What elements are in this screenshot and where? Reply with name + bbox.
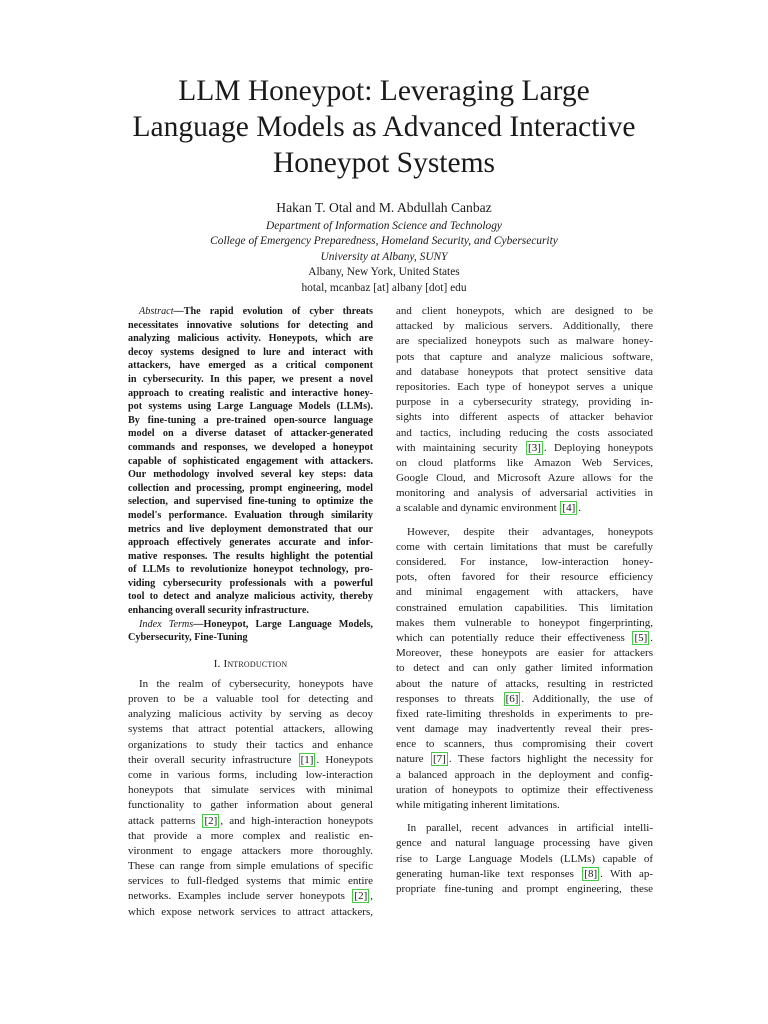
text-line: However, despite their advantages, honeypots xyxy=(407,525,653,538)
abstract-line: By fine-tuning a pre-trained open-source language xyxy=(128,414,373,426)
abstract-line: capable of sophisticated engagement with attackers. xyxy=(128,455,373,467)
citation-link[interactable]: [2] xyxy=(204,814,218,827)
text-line: proven to be a valuable tool for detecting and xyxy=(128,693,373,706)
text-line: considered. For instance, low-interaction honey- xyxy=(396,556,653,568)
affiliation-university: University at Albany, SUNY xyxy=(320,251,448,263)
citation-link[interactable]: [6] xyxy=(505,692,519,705)
text-line: purpose in a cybersecurity strategy, providing in- xyxy=(396,396,653,409)
text-fragment: , xyxy=(370,890,373,903)
citation-link[interactable]: [7] xyxy=(433,753,446,766)
text-line: constrained emulation capabilities. This limitation xyxy=(396,601,653,614)
title-line: Honeypot Systems xyxy=(272,147,496,179)
abstract-line: model on a diverse dataset of attacker-generated xyxy=(128,428,373,440)
affiliation-location: Albany, New York, United States xyxy=(308,266,460,278)
abstract-line: viding cybersecurity professionals with a powerful xyxy=(128,577,373,589)
paragraph xyxy=(396,525,653,814)
text-line: and tactics, including reducing the costs associated xyxy=(396,426,653,439)
title-line: LLM Honeypot: Leveraging Large xyxy=(178,75,590,107)
text-line: Moreover, these honeypots are easier for attackers xyxy=(396,647,653,660)
abstract-line: metrics and live deployment demonstrated that our xyxy=(128,523,373,535)
text-line: systems that attract potential attackers, allowing xyxy=(128,723,373,736)
text-line: rise to Large Language Models (LLMs) capable of xyxy=(396,852,653,865)
text-line: while mitigating inherent limitations. xyxy=(396,799,560,811)
abstract-line: approach to creating realistic and interactive honey- xyxy=(128,387,373,399)
abstract-line: Our methodology involved several key steps: data xyxy=(128,469,373,481)
title-line: Language Models as Advanced Interactive xyxy=(132,111,636,143)
text-fragment: . Additionally, the use of xyxy=(521,692,653,705)
text-line: Google Cloud, and Microsoft Azure allows for the xyxy=(396,472,653,485)
text-fragment: . With ap- xyxy=(600,867,653,880)
abstract-label: Abstract xyxy=(139,306,174,317)
left-column xyxy=(128,305,373,920)
text-fragment: . These factors highlight the necessity for xyxy=(448,753,653,766)
section-title: Introduction xyxy=(223,657,288,670)
paragraph xyxy=(396,821,653,897)
text-fragment: . Deploying honeypots xyxy=(543,441,653,454)
affiliation-department: Department of Information Science and Technology xyxy=(266,220,502,232)
index-terms-line: —Honeypot, Large Language Models, xyxy=(193,618,373,630)
text-line: and minimal engagement with attackers, have xyxy=(396,586,653,599)
text-line: In parallel, recent advances in artificial intelli- xyxy=(407,822,653,835)
abstract-line: approach effectively generates accurate and infor- xyxy=(128,537,373,549)
text-line: pots that capture and analyze malicious software, xyxy=(396,350,653,363)
text-line: pots, often favored for their resource efficiency xyxy=(396,571,653,584)
text-line: uration of honeypots to optimize their effectiveness xyxy=(396,783,653,796)
abstract-line: selection, and supervised fine-tuning to optimize the xyxy=(128,496,373,508)
text-line: propriate fine-tuning and prompt engineering, these xyxy=(396,882,653,895)
abstract-line: enhancing overall security infrastructure. xyxy=(128,605,309,617)
abstract xyxy=(128,305,373,618)
citation-link[interactable]: [4] xyxy=(562,502,576,515)
affiliation-college: College of Emergency Preparedness, Homeland Security, and Cybersecurity xyxy=(210,235,558,247)
index-terms xyxy=(128,618,373,645)
abstract-line: of LLMs to revolutionize honeypot technology, pro- xyxy=(128,564,373,576)
citation-link[interactable]: [2] xyxy=(354,890,368,903)
citation-link[interactable]: [3] xyxy=(528,441,541,454)
citation-link[interactable]: [5] xyxy=(634,631,648,644)
paragraph xyxy=(396,304,653,517)
text-line: gence and natural language processing have given xyxy=(396,837,653,850)
text-line: which can potentially reduce their effectiveness xyxy=(396,631,625,644)
text-line: services to full-fledged systems that mimic entire xyxy=(128,875,373,888)
abstract-line: collection and processing, prompt engineering, model xyxy=(128,482,373,494)
text-fragment: . xyxy=(578,502,581,515)
right-column xyxy=(396,304,653,897)
intro-paragraph xyxy=(128,677,373,920)
text-line: that provide a more complex and realistic en- xyxy=(128,829,373,842)
text-line: networks. Examples include server honeypots xyxy=(128,890,345,903)
text-line: to detect and can only gather limited information xyxy=(396,662,653,675)
index-terms-label: Index Terms xyxy=(139,618,194,630)
text-line: which expose network services to attract attackers, xyxy=(128,905,373,918)
text-line: makes them vulnerable to honeypot fingerprinting, xyxy=(396,616,653,629)
text-line: These can range from simple emulations of specific xyxy=(128,860,373,873)
section-heading xyxy=(128,657,373,672)
abstract-line: model's performance. Evaluation through similarity xyxy=(128,509,373,521)
text-fragment: , and high-interaction honeypots xyxy=(220,814,373,827)
text-line: functionality to gather information about general xyxy=(128,799,373,812)
text-fragment: . xyxy=(650,631,653,644)
text-line: organizations to study their tactics and enhance xyxy=(128,738,373,751)
text-fragment: . Honeypots xyxy=(316,753,373,766)
text-line: fixed rate-limiting thresholds in experiments to pre- xyxy=(396,707,653,720)
text-line: with maintaining security xyxy=(396,441,518,454)
abstract-line: pot systems using Large Language Models (LLMs). xyxy=(128,401,373,413)
text-line: attacked by malicious servers. Additionally, there xyxy=(396,320,653,333)
text-line: on cloud platforms like Amazon Web Services, xyxy=(396,456,653,469)
text-line: ence to scanners, thus compromising their covert xyxy=(396,738,653,751)
text-line: a scalable and dynamic environment xyxy=(396,502,557,515)
text-line: and database honeypots that protect sensitive data xyxy=(396,365,653,378)
text-line: vironment to engage attackers more thoroughly. xyxy=(128,844,373,857)
author-emails: hotal, mcanbaz [at] albany [dot] edu xyxy=(301,282,467,294)
abstract-line: decoy systems designed to lure and interact with xyxy=(128,346,373,358)
text-line: come in various forms, including low-interaction xyxy=(128,768,373,781)
abstract-line: attackers, have emerged as a critical component xyxy=(128,360,373,372)
citation-link[interactable]: [1] xyxy=(300,753,314,766)
text-line: and client honeypots, which are designed to be xyxy=(396,305,653,317)
text-line: generating human-like text responses xyxy=(396,867,574,880)
text-line: monitoring and analysis of adversarial activities in xyxy=(396,487,653,500)
text-line: a balanced approach in the deployment and config- xyxy=(396,768,653,781)
text-line: responses to threats xyxy=(396,692,494,705)
text-line: are specialized honeypots such as malware honey- xyxy=(396,335,653,348)
index-terms-line: Cybersecurity, Fine-Tuning xyxy=(128,632,248,644)
text-line: In the realm of cybersecurity, honeypots have xyxy=(139,677,373,690)
abstract-line: in cybersecurity. In this paper, we present a novel xyxy=(128,373,373,385)
text-line: come with certain limitations that must be carefully xyxy=(396,540,653,553)
section-number: I. xyxy=(213,657,221,670)
text-line: attack patterns xyxy=(128,814,196,827)
citation-link[interactable]: [8] xyxy=(584,867,598,880)
abstract-line: mative responses. The results highlight the potential xyxy=(128,550,373,562)
abstract-line: analyzing malicious activity. Honeypots, which are xyxy=(128,333,373,345)
text-line: honeypots that simulate services with minimal xyxy=(128,784,373,797)
text-line: sights into different aspects of attacker behavior xyxy=(396,411,653,424)
abstract-line: necessitates innovative solutions for detecting and xyxy=(128,319,373,331)
text-line: nature xyxy=(396,753,424,766)
abstract-line: —The rapid evolution of cyber threats xyxy=(173,306,373,317)
abstract-line: tool to detect and analyze malicious activity, thereby xyxy=(128,591,373,603)
text-line: vent damage may inadvertently reveal their pres- xyxy=(396,723,653,736)
abstract-line: commands and responses, we developed a honeypot xyxy=(128,441,373,453)
text-line: their overall security infrastructure xyxy=(128,753,292,766)
paper-title xyxy=(84,73,684,181)
text-line: analyzing malicious activity by serving as decoy xyxy=(128,708,373,721)
authors: Hakan T. Otal and M. Abdullah Canbaz xyxy=(276,200,492,215)
text-line: repositories. Each type of honeypot serves a unique xyxy=(396,380,653,393)
text-line: about the nature of attacks, resulting in restricted xyxy=(396,677,653,690)
